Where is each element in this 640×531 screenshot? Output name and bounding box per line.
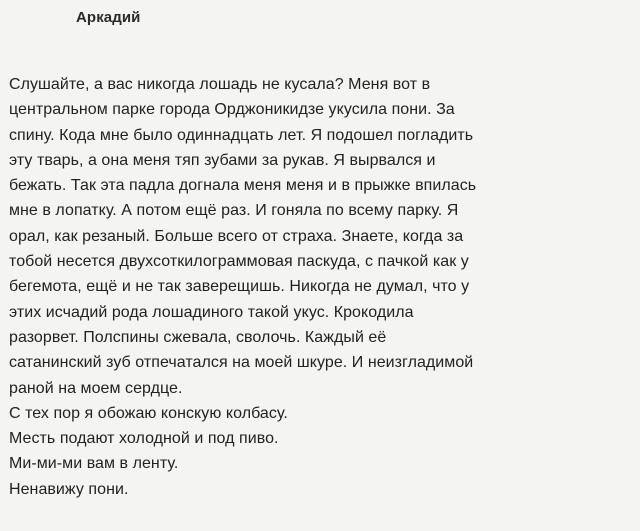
post-line: Слушайте, а вас никогда лошадь не кусала? Меня вот в	[9, 76, 431, 93]
post-line: бегемота, ещё и не так заверещишь. Никогда не думал, что у	[9, 278, 470, 296]
post-line: бежать. Так эта падла догнала меня меня и в прыжке впилась	[9, 177, 477, 195]
post-line: центральном парке города Орджоникидзе укусила пони. За	[9, 101, 455, 119]
post-body	[9, 72, 637, 502]
post-line: мне в лопатку. А потом ещё раз. И гоняла по всему парку. Я	[9, 202, 459, 220]
post-line: Ми-ми-ми вам в ленту.	[9, 455, 179, 473]
post-line: этих исчадий рода лошадиного такой укус. Крокодила	[9, 303, 414, 321]
post-line: орал, как резаный. Больше всего от страха. Знаете, когда за	[9, 227, 464, 245]
post-line: сатанинский зуб отпечатался на моей шкуре. И неизгладимой	[9, 354, 474, 372]
post-line: Ненавижу пони.	[9, 480, 129, 498]
post-line: Месть подают холодной и под пиво.	[9, 430, 279, 448]
post-line: раной на моем сердце.	[9, 379, 183, 397]
post-line: разорвет. Полспины сжевала, сволочь. Каждый её	[9, 328, 387, 346]
post-line: эту тварь, а она меня тяп зубами за рукав. Я вырвался и	[9, 151, 436, 169]
author-name[interactable]: Аркадий	[76, 9, 141, 26]
post-line: тобой несется двухсоткилограммовая паскуда, с пачкой как у	[9, 253, 469, 271]
post-line: С тех пор я обожаю конскую колбасу.	[9, 404, 288, 422]
post-line: спину. Кода мне было одиннадцать лет. Я подошел погладить	[9, 126, 474, 144]
